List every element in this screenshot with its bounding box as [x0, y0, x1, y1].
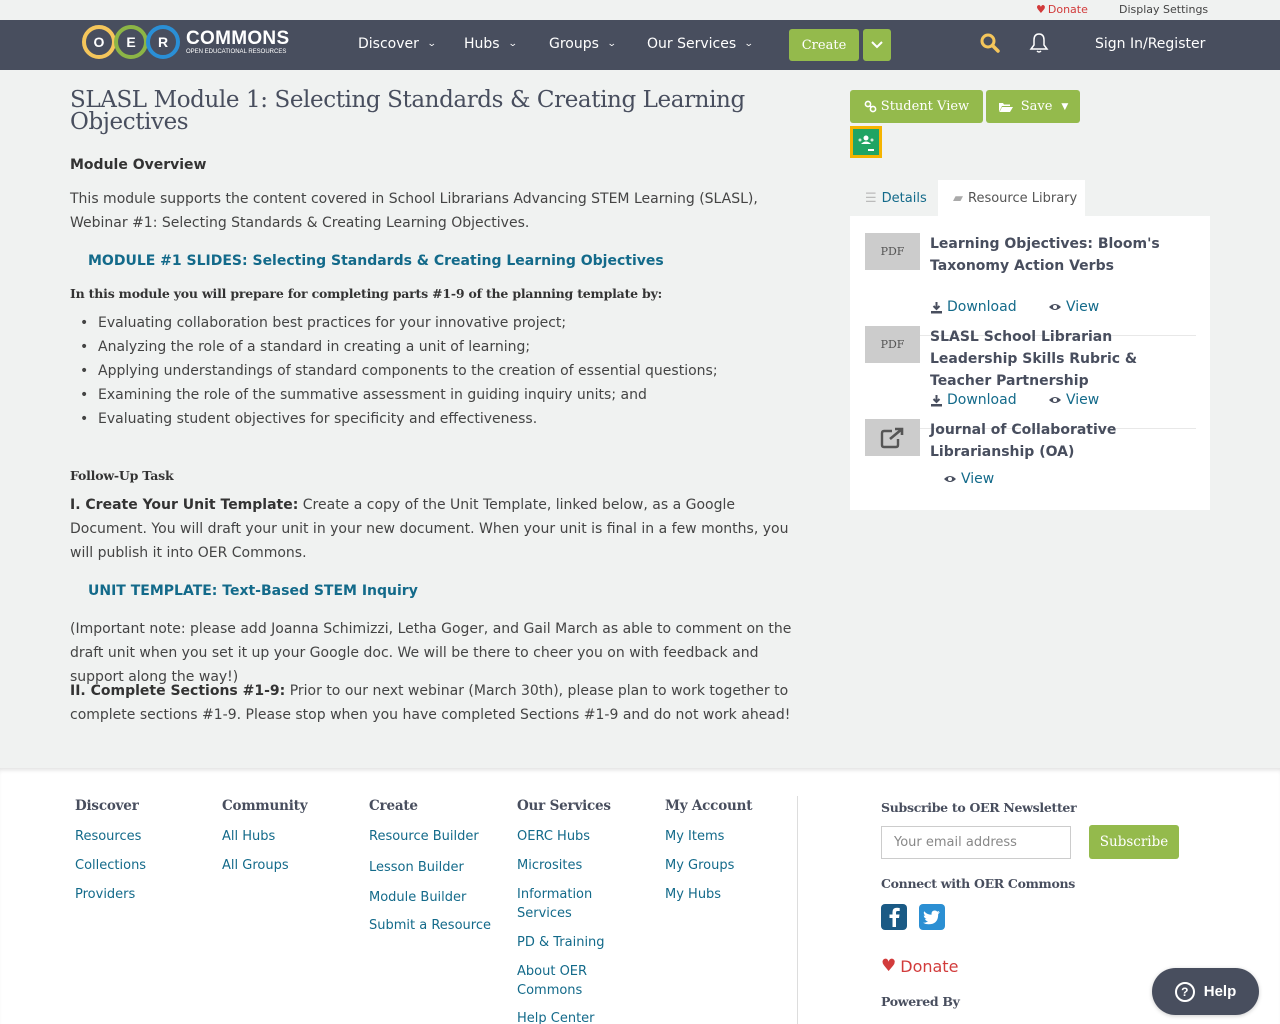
footer-col-create — [369, 798, 491, 933]
create-button[interactable]: Create — [789, 29, 859, 61]
resource-library-panel — [850, 216, 1210, 510]
external-link-icon — [880, 427, 906, 449]
list-item: • Evaluating collaboration best practices for your innovative project; — [98, 311, 718, 335]
footer-link-all-hubs[interactable]: All Hubs — [222, 829, 276, 844]
heart-icon: ♥ — [1036, 3, 1046, 16]
display-settings-link[interactable]: Display Settings — [1119, 3, 1209, 16]
chevron-down-icon: ⌄ — [606, 39, 617, 49]
task1-paragraph: I. Create Your Unit Template: Create a copy of the Unit Template, linked below, as a Google Document. You will draft your unit in your new document. When your unit is final in a few months, you will publish it into OER Commons. — [70, 497, 789, 561]
chevron-down-icon: ⌄ — [507, 39, 518, 49]
footer-link-all-groups[interactable]: All Groups — [222, 858, 289, 873]
logo-wordmark: COMMONS — [186, 27, 290, 49]
footer-donate-link[interactable]: ♥ Donate — [881, 956, 959, 976]
nav-groups[interactable]: Groups ⌄ — [549, 36, 617, 52]
heart-icon: ♥ — [881, 956, 897, 976]
resource-title[interactable]: Learning Objectives: Bloom's Taxonomy Action Verbs — [930, 236, 1160, 274]
footer-link-pd-training[interactable]: PD & Training — [517, 935, 605, 950]
caret-down-icon: ▼ — [1061, 101, 1069, 112]
eye-icon — [943, 474, 957, 484]
oer-commons-logo[interactable] — [82, 25, 289, 59]
follow-up-heading: Follow-Up Task — [70, 468, 174, 483]
nav-our-services[interactable]: Our Services ⌄ — [647, 36, 754, 52]
footer-link-providers[interactable]: Providers — [75, 887, 136, 902]
logo-letter-o: O — [82, 25, 116, 59]
footer-link-information-services[interactable]: Information Services — [517, 887, 593, 921]
footer-link-resources[interactable]: Resources — [75, 829, 142, 844]
list-item: • Evaluating student objectives for specificity and effectiveness. — [98, 407, 718, 431]
connect-heading: Connect with OER Commons — [881, 876, 1076, 891]
book-icon: ▰ — [953, 191, 963, 206]
footer-heading: Community — [222, 798, 308, 814]
download-icon — [930, 301, 943, 314]
resource-title[interactable]: SLASL School Librarian Leadership Skills Rubric & Teacher Partnership — [930, 329, 1138, 389]
external-link-thumbnail — [865, 419, 920, 456]
powered-by-heading: Powered By — [881, 994, 960, 1009]
footer-heading: Our Services — [517, 798, 611, 814]
footer-col-discover — [75, 798, 147, 902]
footer-heading: My Account — [665, 798, 753, 814]
nav-discover[interactable]: Discover ⌄ — [358, 36, 437, 52]
newsletter-heading: Subscribe to OER Newsletter — [881, 800, 1077, 815]
tab-details[interactable]: ☰ Details — [865, 191, 927, 206]
twitter-icon[interactable] — [919, 904, 945, 930]
footer-col-community — [222, 798, 308, 873]
list-item: • Examining the role of the summative assessment in guiding inquiry units; and — [98, 383, 718, 407]
unit-template-link[interactable]: UNIT TEMPLATE: Text-Based STEM Inquiry — [88, 583, 418, 599]
logo-tagline: OPEN EDUCATIONAL RESOURCES — [186, 48, 287, 55]
page-title: SLASL Module 1: Selecting Standards & Creating Learning Objectives — [70, 87, 745, 135]
logo-letter-r: R — [146, 25, 180, 59]
student-view-button[interactable]: Student View — [850, 90, 983, 123]
footer-link-my-groups[interactable]: My Groups — [665, 858, 735, 873]
task2-label: II. Complete Sections #1-9: — [70, 683, 286, 699]
footer-col-my-account — [665, 798, 753, 902]
save-button[interactable]: Save ▼ — [986, 90, 1080, 123]
facebook-icon[interactable] — [881, 904, 907, 930]
footer-col-our-services — [517, 798, 611, 1024]
footer-link-microsites[interactable]: Microsites — [517, 858, 583, 873]
download-link[interactable]: Download — [930, 392, 1017, 408]
chevron-down-icon: ⌄ — [744, 39, 754, 49]
link-icon — [864, 100, 877, 113]
list-icon: ☰ — [865, 191, 877, 206]
view-link[interactable]: View — [943, 471, 994, 487]
footer-link-help-center[interactable]: Help Center — [517, 1011, 595, 1024]
footer-link-lesson-builder[interactable]: Lesson Builder — [369, 860, 464, 875]
question-circle-icon: ? — [1175, 982, 1195, 1002]
footer-link-resource-builder[interactable]: Resource Builder — [369, 829, 479, 844]
footer-link-module-builder[interactable]: Module Builder — [369, 890, 467, 905]
main-content-area — [0, 70, 1280, 768]
chevron-down-icon — [871, 41, 883, 49]
footer-link-about-oer-commons[interactable]: About OER Commons — [517, 964, 588, 998]
task2-paragraph: II. Complete Sections #1-9: Prior to our next webinar (March 30th), please plan to work together to complete sections #1-9. Please stop when you have completed Sections #1-9 and do not work ahead! — [70, 683, 791, 723]
download-icon — [930, 394, 943, 407]
view-link[interactable]: View — [1048, 392, 1099, 408]
pdf-thumbnail: PDF — [865, 326, 920, 363]
task1-label: I. Create Your Unit Template: — [70, 497, 299, 513]
footer-link-oerc-hubs[interactable]: OERC Hubs — [517, 829, 591, 844]
list-item: • Applying understandings of standard components to the creation of essential questions; — [98, 359, 718, 383]
list-item: • Analyzing the role of a standard in creating a unit of learning; — [98, 335, 718, 359]
google-classroom-share-button[interactable] — [850, 126, 882, 158]
help-button[interactable]: ? Help — [1152, 968, 1259, 1015]
footer-link-collections[interactable]: Collections — [75, 858, 147, 873]
logo-letter-e: E — [114, 25, 148, 59]
google-classroom-icon — [854, 130, 878, 154]
module-overview-heading: Module Overview — [70, 157, 207, 173]
pdf-thumbnail: PDF — [865, 233, 920, 270]
module-slides-link[interactable]: MODULE #1 SLIDES: Selecting Standards & Creating Learning Objectives — [88, 253, 664, 269]
main-navbar — [0, 20, 1280, 70]
nav-hubs[interactable]: Hubs ⌄ — [464, 36, 518, 52]
objectives-list — [98, 311, 718, 431]
create-dropdown-button[interactable] — [863, 29, 891, 61]
site-footer — [0, 768, 1280, 1024]
footer-link-my-hubs[interactable]: My Hubs — [665, 887, 722, 902]
chevron-down-icon: ⌄ — [426, 39, 437, 49]
view-link[interactable]: View — [1048, 299, 1099, 315]
utility-bar — [0, 0, 1280, 20]
eye-icon — [1048, 395, 1062, 405]
important-note-paragraph: (Important note: please add Joanna Schimizzi, Letha Goger, and Gail March as able to comment on the draft unit when you set it up your Google doc. We will be there to cheer you on with feedback and support along the way!) — [70, 621, 792, 685]
overview-paragraph: This module supports the content covered in School Librarians Advancing STEM Learning (SLASL), Webinar #1: Selecting Standards & Creating Learning Objectives. — [70, 191, 758, 231]
footer-divider — [797, 796, 798, 1024]
sign-in-register-link[interactable]: Sign In/Register — [1095, 36, 1206, 52]
resource-title[interactable]: Journal of Collaborative Librarianship (OA) — [930, 422, 1117, 460]
notifications-bell-icon[interactable] — [1029, 32, 1049, 58]
search-icon[interactable] — [980, 33, 1000, 57]
prepare-heading: In this module you will prepare for completing parts #1-9 of the planning template by: — [70, 286, 663, 301]
donate-link[interactable]: ♥ Donate — [1036, 3, 1088, 16]
newsletter-email-input[interactable] — [881, 826, 1071, 859]
tab-resource-library[interactable]: ▰ Resource Library — [938, 180, 1085, 217]
footer-link-submit-resource[interactable]: Submit a Resource — [369, 918, 491, 933]
download-link[interactable]: Download — [930, 299, 1017, 315]
sidebar-tabs — [850, 180, 1210, 216]
footer-link-my-items[interactable]: My Items — [665, 829, 725, 844]
subscribe-button[interactable]: Subscribe — [1089, 825, 1179, 859]
eye-icon — [1048, 302, 1062, 312]
footer-heading: Discover — [75, 798, 139, 814]
folder-open-icon — [998, 101, 1014, 113]
footer-heading: Create — [369, 798, 418, 814]
